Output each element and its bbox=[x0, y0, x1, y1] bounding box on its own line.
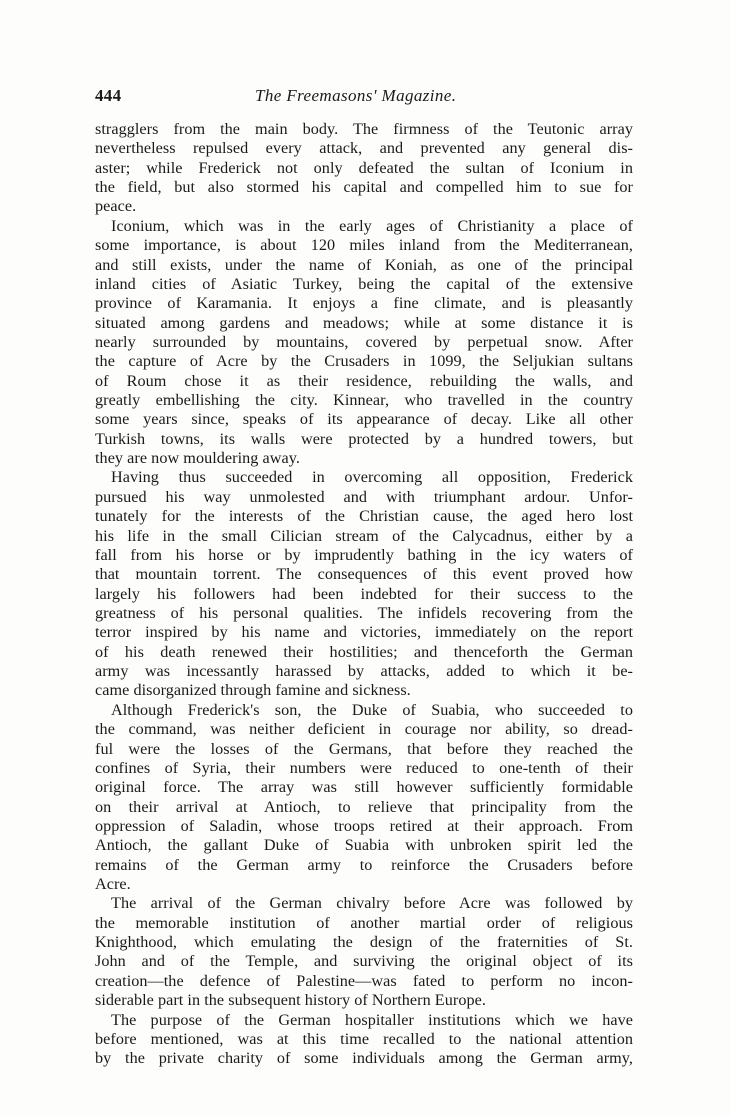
text-line: his life in the small Cilician stream of the Calycadnus, either by a bbox=[95, 526, 633, 545]
text-line: that mountain torrent. The consequences of this event proved how bbox=[95, 565, 633, 584]
text-line: of Roum chose it as their residence, rebuilding the walls, and bbox=[95, 371, 633, 390]
text-line: before mentioned, was at this time recalled to the national attention bbox=[95, 1029, 633, 1048]
text-line: Although Frederick's son, the Duke of Suabia, who succeeded to bbox=[111, 700, 633, 719]
text-line: fall from his horse or by imprudently bathing in the icy waters of bbox=[95, 545, 633, 564]
text-line: stragglers from the main body. The firmness of the Teutonic array bbox=[95, 120, 633, 138]
text-line: province of Karamania. It enjoys a fine climate, and is pleasantly bbox=[95, 294, 633, 313]
text-line: the command, was neither deficient in courage nor ability, so dread- bbox=[95, 720, 633, 739]
running-head bbox=[95, 86, 635, 110]
text-line: creation—the defence of Palestine—was fated to perform no incon- bbox=[95, 971, 633, 990]
text-line: ful were the losses of the Germans, that before they reached the bbox=[95, 739, 633, 758]
text-line: remains of the German army to reinforce the Crusaders before bbox=[95, 855, 633, 874]
text-line: of his death renewed their hostilities; and thenceforth the German bbox=[95, 642, 633, 661]
text-line: the capture of Acre by the Crusaders in 1099, the Seljukian sultans bbox=[95, 352, 633, 371]
text-line: the memorable institution of another martial order of religious bbox=[95, 913, 633, 932]
text-line: oppression of Saladin, whose troops retired at their approach. From bbox=[95, 816, 633, 835]
text-line: greatly embellishing the city. Kinnear, who travelled in the country bbox=[95, 391, 633, 410]
text-line: Antioch, the gallant Duke of Suabia with unbroken spirit led the bbox=[95, 836, 633, 855]
text-line: terror inspired by his name and victories, immediately on the report bbox=[95, 623, 633, 642]
text-line: and still exists, under the name of Koniah, as one of the principal bbox=[95, 255, 633, 274]
text-line: pursued his way unmolested and with triumphant ardour. Unfor- bbox=[95, 487, 633, 506]
text-line: The purpose of the German hospitaller institutions which we have bbox=[111, 1010, 633, 1029]
text-line: by the private charity of some individuals among the German army, bbox=[95, 1049, 633, 1068]
text-line: siderable part in the subsequent history of Northern Europe. bbox=[95, 991, 486, 1010]
text-line: The arrival of the German chivalry before Acre was followed by bbox=[111, 894, 633, 913]
text-line: greatness of his personal qualities. The infidels recovering from the bbox=[95, 603, 633, 622]
text-line: confines of Syria, their numbers were reduced to one-tenth of their bbox=[95, 758, 633, 777]
text-line: Iconium, which was in the early ages of Christianity a place of bbox=[111, 216, 633, 235]
text-line: original force. The array was still however sufficiently formidable bbox=[95, 778, 633, 797]
text-line: John and of the Temple, and surviving the original object of its bbox=[95, 952, 633, 971]
text-line: some importance, is about 120 miles inland from the Mediterranean, bbox=[95, 236, 633, 255]
text-line: Acre. bbox=[95, 875, 131, 894]
text-line: some years since, speaks of its appearance of decay. Like all other bbox=[95, 410, 633, 429]
text-line: largely his followers had been indebted for their success to the bbox=[95, 584, 633, 603]
text-line: tunately for the interests of the Christian cause, the aged hero lost bbox=[95, 507, 633, 526]
text-line: nearly surrounded by mountains, covered by perpetual snow. After bbox=[95, 332, 633, 351]
text-line: Turkish towns, its walls were protected by a hundred towers, but bbox=[95, 429, 633, 448]
text-line: situated among gardens and meadows; while at some distance it is bbox=[95, 313, 633, 332]
text-line: Having thus succeeded in overcoming all opposition, Frederick bbox=[111, 468, 633, 487]
text-line: came disorganized through famine and sickness. bbox=[95, 681, 411, 700]
text-line: the field, but also stormed his capital and compelled him to sue for bbox=[95, 178, 633, 197]
running-title: The Freemasons' Magazine. bbox=[255, 86, 457, 105]
text-line: inland cities of Asiatic Turkey, being the capital of the extensive bbox=[95, 274, 633, 293]
text-line: on their arrival at Antioch, to relieve that principality from the bbox=[95, 797, 633, 816]
text-line: army was incessantly harassed by attacks, added to which it be- bbox=[95, 662, 633, 681]
page-number: 444 bbox=[95, 86, 122, 105]
text-line: Knighthood, which emulating the design of the fraternities of St. bbox=[95, 933, 633, 952]
text-line: aster; while Frederick not only defeated the sultan of Iconium in bbox=[95, 158, 633, 177]
text-line: they are now mouldering away. bbox=[95, 449, 300, 468]
text-line: nevertheless repulsed every attack, and prevented any general dis- bbox=[95, 139, 633, 158]
article-body bbox=[95, 120, 633, 1069]
text-line: peace. bbox=[95, 197, 137, 216]
